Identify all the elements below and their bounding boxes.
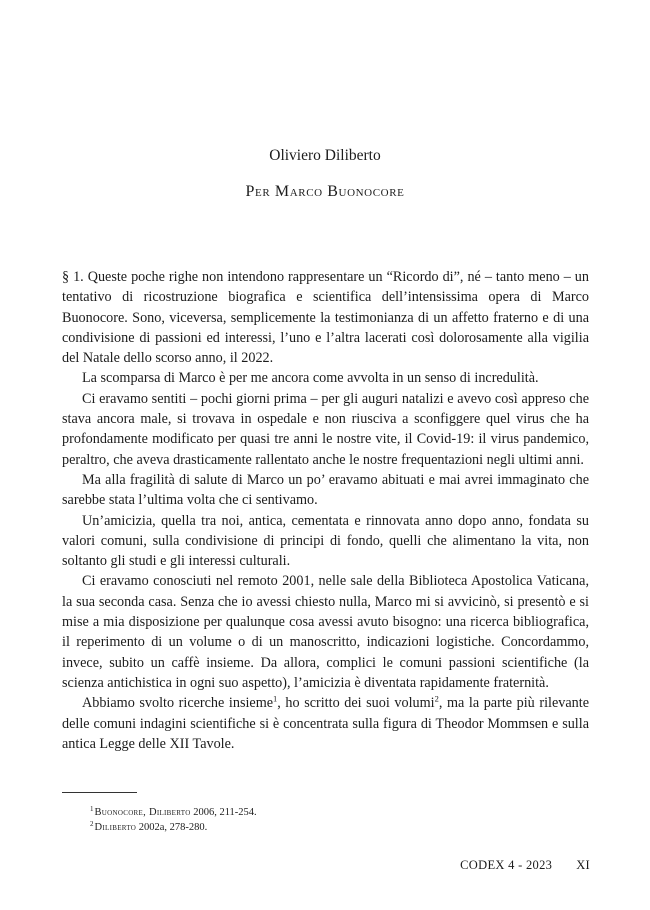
footnote-author: Buonocore, Diliberto xyxy=(94,807,191,818)
paragraph xyxy=(62,693,589,754)
footnotes xyxy=(90,805,590,835)
footnote-author: Diliberto xyxy=(94,822,137,833)
footnote-citation: 2006, 211-254. xyxy=(190,807,257,818)
footnote xyxy=(90,805,590,820)
paragraph-text: , ho scritto dei suoi volumi xyxy=(277,695,435,712)
footnote xyxy=(90,820,590,835)
footnote-reference-1[interactable]: 1 xyxy=(273,693,278,704)
paragraph: Ma alla fragilità di salute di Marco un po’ eravamo abituati e mai avrei immaginato che sarebbe stata l’ultima volta che ci sentivamo. xyxy=(62,471,589,509)
footnote-number: 1 xyxy=(90,804,94,813)
paragraph-text: Abbiamo svolto ricerche insieme xyxy=(82,695,274,712)
footnote-separator xyxy=(62,792,137,793)
footnote-citation: 2002a, 278-280. xyxy=(136,822,208,833)
journal-issue: CODEX 4 - 2023 xyxy=(460,858,553,872)
article-body xyxy=(62,267,589,754)
page-footer xyxy=(460,858,590,872)
footnote-number: 2 xyxy=(90,819,94,828)
paragraph: Ci eravamo sentiti – pochi giorni prima – per gli auguri natalizi e avevo così appreso che stava ancora male, si trovava in ospedale e non riusciva a sconfiggere quel virus che ha profondamente modificato per quasi tre anni le nostre vite, il Covid-19: il virus pandemico, peraltro, che aveva drasticamente rallentato anche le nostre frequentazioni negli ultimi anni. xyxy=(62,390,589,468)
paragraph: § 1. Queste poche righe non intendono rappresentare un “Ricordo di”, né – tanto meno – un tentativo di ricostruzione biografica e scientifica dell’intensissima opera di Marco Buonocore. Sono, viceversa, semplicemente la testimonianza di un affetto fraterno e di una condivisione di passioni ed interessi, l’uno e l’altra lacerati così dolorosamente alla vigilia del Natale dello scorso anno, il 2022. xyxy=(62,269,589,367)
paragraph: Ci eravamo conosciuti nel remoto 2001, nelle sale della Biblioteca Apostolica Vaticana, la sua seconda casa. Senza che io avessi chiesto nulla, Marco mi si avvicinò, si presentò e si mise a mia disposizione per qualunque cosa avessi avuto bisogno: una ricerca bibliografica, il reperimento di un volume o di un manoscritto, indicazioni logistiche. Concordammo, invece, subito un caffè insieme. Da allora, complici le comuni passioni scientifiche (la scienza antichistica in ogni suo aspetto), l’amicizia è diventata rapidamente fraternità. xyxy=(62,573,589,691)
footnote-reference-2[interactable]: 2 xyxy=(434,693,439,704)
author-name: Oliviero Diliberto xyxy=(269,147,381,164)
paragraph-text: , ma la parte più rilevante delle comuni indagini scientifiche si è concentrata sulla figura di Theodor Mommsen e sulla antica Legge delle XII Tavole. xyxy=(62,695,589,752)
paragraph: Un’amicizia, quella tra noi, antica, cementata e rinnovata anno dopo anno, fondata su valori comuni, sulla condivisione di principi di fondo, quelli che alimentano la vita, non soltanto gli studi e gli interessi culturali. xyxy=(62,512,589,570)
article-title: Per Marco Buonocore xyxy=(245,183,405,200)
page-number: XI xyxy=(576,858,590,872)
paragraph: La scomparsa di Marco è per me ancora come avvolta in un senso di incredulità. xyxy=(82,370,539,387)
